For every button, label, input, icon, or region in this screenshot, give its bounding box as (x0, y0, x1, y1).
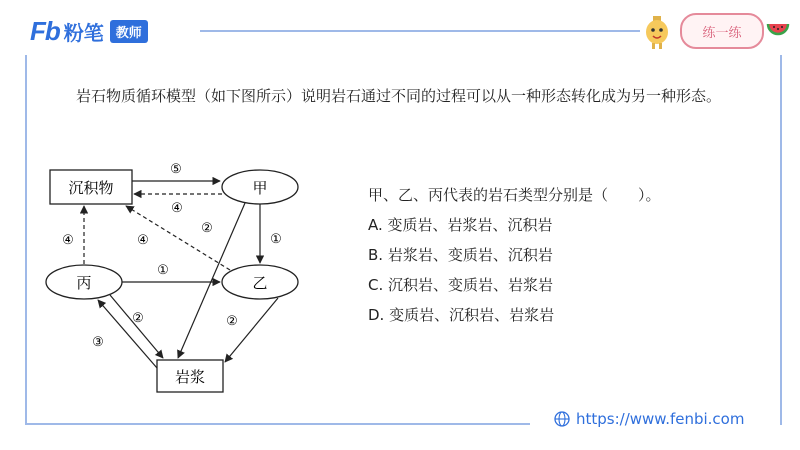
node-jia (222, 170, 298, 204)
question-stem: 甲、乙、丙代表的岩石类型分别是（ ）。 (368, 186, 661, 204)
node-yi (222, 265, 298, 299)
node-yi-label: 乙 (252, 274, 268, 292)
label-magma-to-bing: ③ (92, 335, 104, 350)
option-c[interactable]: C. 沉积岩、变质岩、岩浆岩 (368, 276, 554, 294)
frame-bottom (25, 423, 530, 425)
question-block (368, 180, 661, 330)
node-bing-label: 丙 (76, 274, 92, 292)
node-sediment-label: 沉积物 (68, 179, 114, 197)
option-d[interactable]: D. 变质岩、沉积岩、岩浆岩 (368, 306, 555, 324)
watermelon-icon (766, 16, 790, 40)
mascot-icon (642, 14, 672, 50)
label-jia-to-sed: ④ (171, 201, 183, 216)
frame-right (780, 55, 782, 425)
label-bing-to-yi: ① (157, 263, 169, 278)
practice-badge[interactable]: 练一练 (680, 13, 764, 49)
option-b[interactable]: B. 岩浆岩、变质岩、沉积岩 (368, 246, 553, 264)
label-sed-to-jia: ⑤ (170, 162, 182, 177)
arrow-magma-to-bing (98, 300, 157, 368)
intro-text: 岩石物质循环模型（如下图所示）说明岩石通过不同的过程可以从一种形态转化成为另一种形态。 (76, 87, 722, 105)
node-jia-label: 甲 (252, 179, 268, 197)
logo-name: 粉笔 (63, 20, 104, 45)
label-jia-to-magma: ② (201, 221, 213, 236)
node-sediment (50, 170, 132, 204)
footer-url[interactable]: https://www.fenbi.com (576, 410, 745, 428)
logo-badge: 教师 (110, 20, 148, 43)
node-magma-label: 岩浆 (174, 368, 206, 386)
footer-link[interactable] (554, 410, 744, 428)
label-bing-to-magma: ② (132, 311, 144, 326)
arrow-yi-to-magma (225, 298, 278, 362)
option-a[interactable]: A. 变质岩、岩浆岩、沉积岩 (368, 216, 553, 234)
frame-left (25, 55, 27, 425)
arrow-bing-to-magma (110, 295, 163, 358)
header-divider (200, 30, 640, 32)
fenbi-logo (30, 15, 148, 46)
rock-cycle-diagram (30, 150, 370, 400)
label-yi-to-magma: ② (226, 314, 238, 329)
globe-icon (554, 411, 570, 427)
node-bing (46, 265, 122, 299)
label-bing-to-sed: ④ (62, 233, 74, 248)
label-yi-to-sed: ④ (137, 233, 149, 248)
node-magma (157, 360, 223, 392)
logo-mark: Fb (30, 15, 60, 46)
label-jia-to-yi: ① (270, 232, 282, 247)
